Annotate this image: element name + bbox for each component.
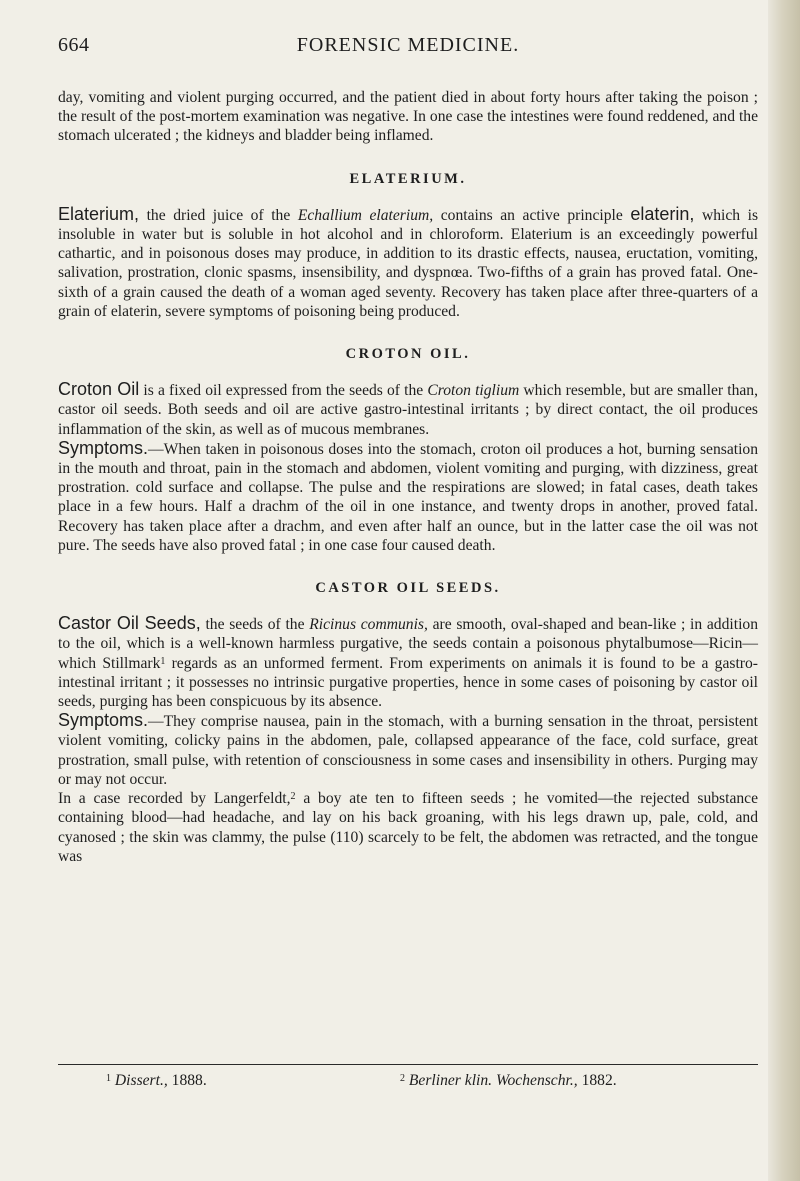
castor-text-1: the seeds of the	[200, 616, 310, 634]
footnote-ref-2: 2	[290, 791, 296, 803]
elaterium-text-2: contains an active principle	[433, 206, 631, 224]
castor-case-paragraph	[58, 789, 758, 866]
croton-lead-term: Croton Oil	[58, 379, 140, 400]
footnote-1-number: 1	[106, 1073, 111, 1084]
castor-paragraph	[58, 614, 758, 711]
castor-case-text-1: In a case recorded by Langerfeldt,	[58, 790, 291, 808]
page-header	[58, 34, 758, 58]
castor-case-text-2: a boy ate ten to fifteen seeds ; he vomited—the rejected substance containing blood—had headache, and lay on his back groaning, with his legs drawn up, pale, cold, and cyanosed ; the skin was clammy, the pulse (110) scarcely to be felt, the abdomen was retracted, and the tongue was	[58, 790, 759, 865]
castor-symptoms-paragraph	[58, 711, 758, 789]
footnote-2-year: 1882.	[577, 1072, 617, 1089]
footnote-2-title: Berliner klin. Wochenschr.,	[408, 1072, 578, 1089]
croton-text-2: which resemble, but are smaller than, castor oil seeds. Both seeds and oil are active gastro-intestinal irritants ; by direct contact, the oil produces inflammation of the skin, as well as of mucous membranes.	[58, 382, 759, 438]
footnote-rule	[58, 1064, 758, 1065]
footnote-ref-1: 1	[160, 655, 166, 667]
croton-symptoms-text: —When taken in poisonous doses into the stomach, croton oil produces a hot, burning sensation in the mouth and throat, pain in the stomach and abdomen, violent vomiting and purging, with dizziness, great prostration. cold surface and collapse. The pulse and the respirations are slowed; in fatal cases, death takes place in a few hours. Half a drachm of the oil in one instance, and twenty drops in another, proved fatal. Recovery has taken place after a drachm, and even after half an ounce, but in the latter case the oil was not pure. The seeds have also proved fatal ; in one case four caused death.	[58, 440, 758, 554]
page-body	[58, 88, 758, 866]
elaterium-lead-term: Elaterium,	[58, 203, 140, 224]
castor-text-2: are smooth, oval-shaped and bean-like ; in addition to the oil, which is a well-known harmless purgative, the seeds contain a poisonous phytalbumose—Ricin—which Stillmark	[58, 616, 758, 672]
elaterium-text-3: which is insoluble in water but is soluble in hot alcohol and in chloroform. Elaterium is an exceedingly powerful cathartic, and in poisonous doses may produce, in addition to its drastic effects, nausea, eructation, vomiting, salivation, prostration, clonic spasms, insensibility, and dyspnœa. Two-fifths of a grain has proved fatal. One-sixth of a grain caused the death of a woman aged seventy. Recovery has taken place after three-quarters of a grain of elaterin, severe symptoms of poisoning being produced.	[58, 206, 759, 320]
croton-text-1: is a fixed oil expressed from the seeds of the	[139, 382, 428, 400]
castor-latin-name: Ricinus communis,	[309, 616, 428, 634]
elaterium-paragraph	[58, 205, 758, 321]
page-number: 664	[58, 34, 90, 56]
castor-text-3: regards as an unformed ferment. From experiments on animals it is found to be a gastro-intestinal irritant ; it possesses no intrinsic purgative properties, hence in some cases of poisoning by castor oil seeds, purging has been conspicuous by its absence.	[58, 654, 758, 711]
croton-symptoms-paragraph	[58, 439, 758, 555]
elaterin-term: elaterin,	[630, 203, 695, 224]
castor-symptoms-text: —They comprise nausea, pain in the stomach, with a burning sensation in the throat, persistent violent vomiting, colicky pains in the abdomen, pale, collapsed appearance of the face, cold surface, great prostration, small pulse, with retention of consciousness in some cases and insensibility in others. Purging may or may not occur.	[58, 713, 758, 788]
croton-latin-name: Croton tiglium	[427, 382, 520, 400]
section-heading-elaterium: ELATERIUM.	[349, 170, 467, 187]
running-title: FORENSIC MEDICINE.	[296, 34, 520, 56]
castor-lead-term: Castor Oil Seeds,	[58, 613, 201, 634]
elaterium-text-1: the dried juice of the	[139, 206, 298, 224]
page-edge-shadow	[768, 0, 800, 1181]
elaterium-latin-name: Echallium elaterium,	[297, 206, 434, 224]
croton-symptoms-label: Symptoms.	[58, 437, 149, 458]
section-heading-castor-oil-seeds: CASTOR OIL SEEDS.	[315, 580, 501, 597]
footnote-1	[106, 1072, 207, 1090]
footnote-1-year: 1888.	[167, 1072, 207, 1089]
castor-symptoms-label: Symptoms.	[58, 710, 149, 731]
section-heading-croton-oil: CROTON OIL.	[345, 346, 471, 363]
footnote-2-number: 2	[400, 1073, 405, 1084]
croton-paragraph	[58, 380, 758, 439]
footnote-1-title: Dissert.,	[114, 1072, 168, 1089]
intro-paragraph: day, vomiting and violent purging occurred, and the patient died in about forty hours after taking the poison ; the result of the post-mortem examination was negative. In one case the intestines were found reddened, and the stomach ulcerated ; the kidneys and bladder being inflamed.	[58, 89, 758, 145]
footnote-2	[400, 1072, 617, 1090]
